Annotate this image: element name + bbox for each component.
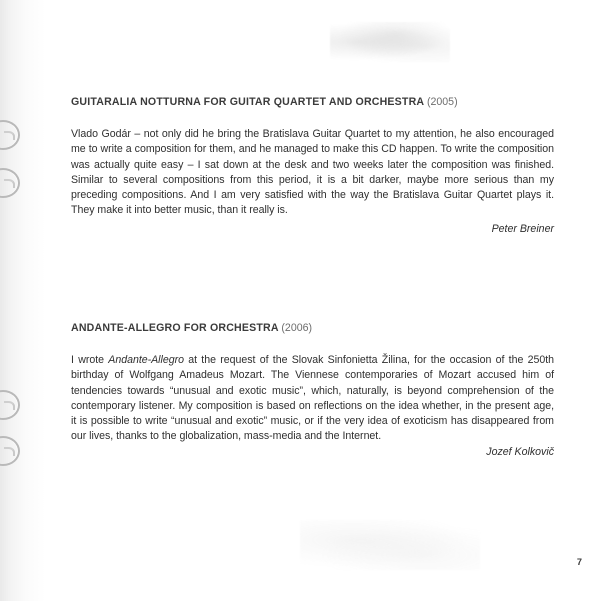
section-body: Vlado Godár – not only did he bring the Bratislava Guitar Quartet to my attention, he also encouraged me to write a composition for them, and he managed to make this CD happen. To write the composition was actually quite easy – I sat down at the desk and two weeks later the composition was finished. Similar to several compositions from this period, it is a bit darker, maybe more serious than my preceding compositions. And I am very satisfied with the way the Bratislava Guitar Quartet plays it. They make it into better music, than it really is.	[71, 128, 554, 217]
section-body-part1: I wrote	[71, 354, 109, 366]
section-heading	[71, 96, 559, 108]
section-body	[71, 353, 554, 445]
section-heading-year: (2005)	[426, 96, 458, 108]
binding-ring-icon	[0, 168, 20, 198]
section-heading-year: (2006)	[281, 322, 313, 334]
spiral-binding	[0, 0, 22, 601]
section-body-work-title: Andante-Allegro	[108, 354, 184, 366]
binding-ring-icon	[0, 390, 20, 420]
section-signature: Peter Breiner	[491, 222, 554, 235]
section-heading	[71, 322, 559, 334]
section-guitaralia-notturna	[71, 96, 559, 235]
section-body-part2: at the request of the Slovak Sinfonietta Žilina, for the occasion of the 250th birthday of Wolfgang Amadeus Mozart. The Viennese contemporaries of Mozart accused him of tendencies towards “unusual and exotic music”, which, naturally, is beyond comprehension of the contemporary listener. My composition is based on reflections on the idea whether, in the present age, it is possible to write “unusual and exotic” music, or if the very idea of exoticism has disappeared from our lives, thanks to the globalization, mass-media and the Internet.	[71, 354, 554, 443]
page-content	[71, 0, 559, 601]
binding-ring-icon	[0, 436, 20, 466]
binding-ring-icon	[0, 120, 20, 150]
section-heading-title: ANDANTE-ALLEGRO FOR ORCHESTRA	[71, 322, 279, 334]
section-signature: Jozef Kolkovič	[486, 445, 554, 458]
section-andante-allegro	[71, 322, 559, 458]
section-heading-title: GUITARALIA NOTTURNA FOR GUITAR QUARTET AND ORCHESTRA	[71, 96, 424, 108]
page-number: 7	[576, 557, 582, 567]
